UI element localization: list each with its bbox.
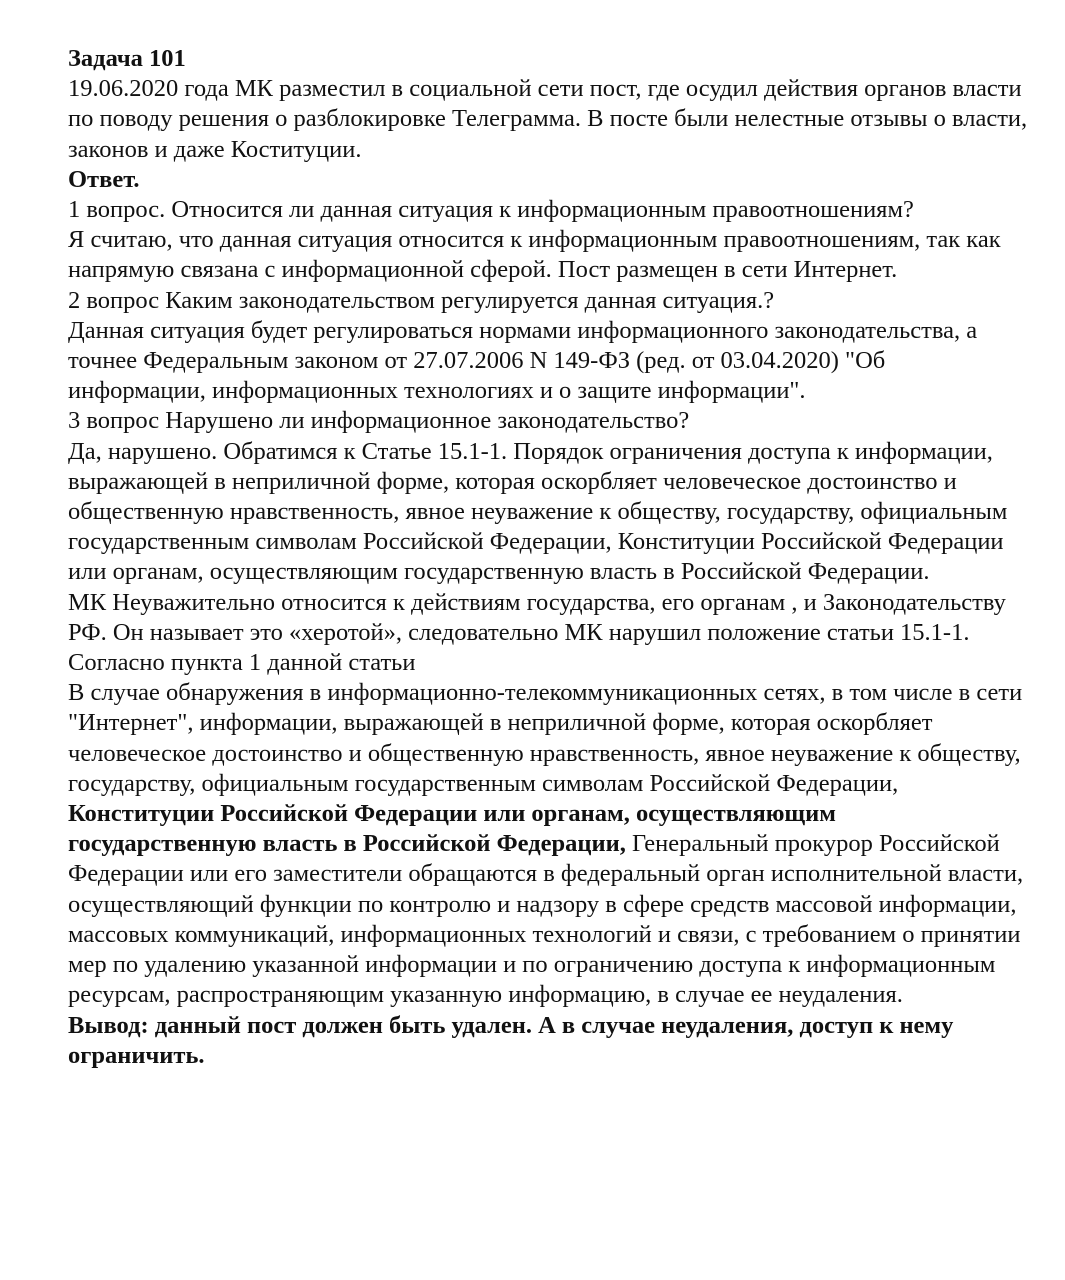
document-body xyxy=(68,44,1028,1071)
answer-2: Данная ситуация будет регулироваться нормами информационного законодательства, а точнее Федеральным законом от 27.07.2006 N 149-ФЗ (ред. от 03.04.2020) "Об информации, информационных технологиях и о защите информации". xyxy=(68,316,978,405)
question-1: 1 вопрос. Относится ли данная ситуация к информационным правоотношениям? xyxy=(68,196,914,224)
answer-3: Да, нарушено. Обратимся к Статье 15.1-1. Порядок ограничения доступа к информации, выражающей в неприличной форме, которая оскорбляет человеческое достоинство и общественную нравственность, явное неуважение к обществу, государству, официальным государственным символам Российской Федерации, Конституции Российской Федерации или органам, осуществляющим государственную власть в Российской Федерации. xyxy=(68,437,1008,586)
answer-3-continued: МК Неуважительно относится к действиям государства, его органам , и Законодательству РФ. Он называет это «херотой», следовательно МК нарушил положение статьи 15.1-1. xyxy=(68,588,1006,646)
clause-text-bold: Конституции Российской Федерации или органам, осуществляющим государственную власть в Российской Федерации, xyxy=(68,800,836,858)
answer-1: Я считаю, что данная ситуация относится к информационным правоотношениям, так как напрямую связана с информационной сферой. Пост размещен в сети Интернет. xyxy=(68,226,1001,284)
answer-heading: Ответ. xyxy=(68,165,140,193)
question-3: 3 вопрос Нарушено ли информационное законодательство? xyxy=(68,407,690,435)
clause-intro: Согласно пункта 1 данной статьи xyxy=(68,649,416,677)
clause-text-part-1: В случае обнаружения в информационно-телекоммуникационных сетях, в том числе в сети "Интернет", информации, выражающей в неприличной форме, которая оскорбляет человеческое достоинство и общественную нравственность, явное неуважение к обществу, государству, официальным государственным символам Российской Федерации, xyxy=(68,679,1023,797)
conclusion: Вывод: данный пост должен быть удален. А в случае неудаления, доступ к нему ограничить. xyxy=(68,1011,954,1069)
task-description: 19.06.2020 года МК разместил в социальной сети пост, где осудил действия органов власти по поводу решения о разблокировке Телеграмма. В посте были нелестные отзывы о власти, законов и даже Коституции. xyxy=(68,75,1028,163)
task-title: Задача 101 xyxy=(68,45,186,72)
clause-text-part-2: Генеральный прокурор Российской Федерации или его заместители обращаются в федеральный орган исполнительной власти, осуществляющий функции по контролю и надзору в сфере средств массовой информации, массовых коммуникаций, информационных технологий и связи, с требованием о принятии мер по удалению указанной информации и по ограничению доступа к информационным ресурсам, распространяющим указанную информацию, в случае ее неудаления. xyxy=(68,830,1024,1009)
question-2: 2 вопрос Каким законодательством регулируется данная ситуация.? xyxy=(68,286,775,314)
clause-text xyxy=(68,678,1028,1010)
